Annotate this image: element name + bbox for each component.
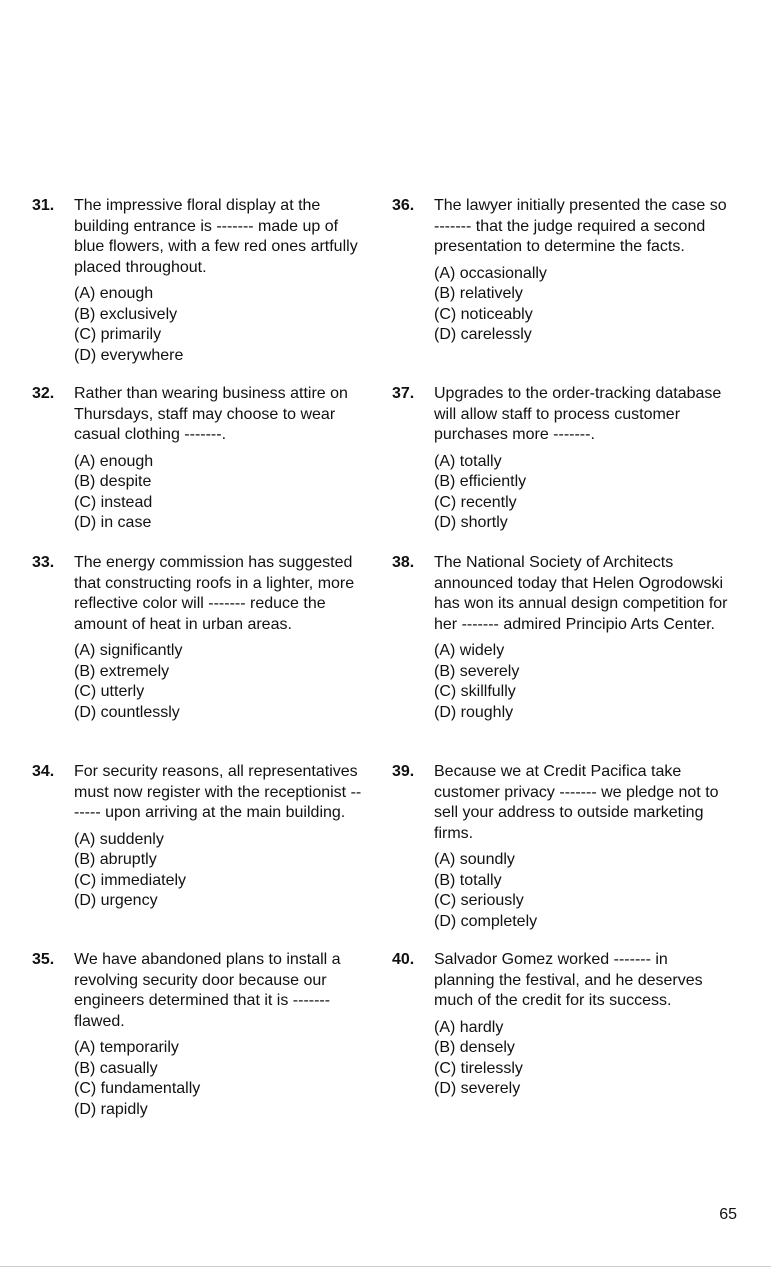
option-a: (A) totally (434, 452, 502, 470)
question-stem: Rather than wearing business attire on Thursdays, staff may choose to wear casual clothing -------. (74, 385, 348, 443)
option-d: (D) countlessly (74, 703, 180, 721)
answer-options (74, 830, 362, 912)
question-number: 34. (32, 763, 55, 780)
question-number: 40. (392, 951, 415, 968)
option-c: (C) primarily (74, 326, 162, 343)
question-body (74, 196, 362, 366)
page-number: 65 (719, 1206, 737, 1223)
bottom-divider (0, 1266, 771, 1267)
option-a: (A) hardly (434, 1018, 504, 1036)
question-39 (392, 762, 732, 932)
option-c: (C) instead (74, 493, 153, 511)
option-c: (C) utterly (74, 683, 145, 700)
option-a: (A) temporarily (74, 1039, 179, 1056)
option-c: (C) noticeably (434, 305, 533, 323)
question-number: 39. (392, 763, 415, 780)
option-d: (D) roughly (434, 703, 514, 721)
option-a: (A) soundly (434, 851, 515, 868)
option-b: (B) relatively (434, 285, 523, 302)
question-37 (392, 384, 732, 534)
question-body (74, 384, 362, 534)
option-d: (D) everywhere (74, 346, 184, 364)
option-c: (C) immediately (74, 871, 187, 889)
answer-options (434, 452, 732, 534)
question-stem: Salvador Gomez worked ------- in planning the festival, and he deserves much of the credit for its success. (434, 951, 703, 1009)
option-c: (C) recently (434, 493, 517, 511)
question-body (74, 950, 362, 1120)
option-b: (B) casually (74, 1059, 158, 1077)
option-b: (B) extremely (74, 662, 170, 680)
question-stem: The National Society of Architects announced today that Helen Ogrodowski has won its annual design competition for her ------- admired Principio Arts Center. (434, 554, 728, 633)
question-body (74, 762, 362, 912)
option-b: (B) efficiently (434, 473, 527, 490)
option-b: (B) abruptly (74, 851, 157, 868)
question-33 (32, 553, 362, 723)
question-number: 35. (32, 951, 55, 968)
option-b: (B) despite (74, 473, 152, 490)
answer-options (434, 641, 732, 723)
option-a: (A) widely (434, 642, 505, 659)
option-c: (C) skillfully (434, 683, 516, 700)
answer-options (74, 641, 362, 723)
question-stem: The lawyer initially presented the case so ------- that the judge required a second presentation to determine the facts. (434, 197, 727, 255)
question-body (74, 553, 362, 723)
answer-options (74, 1038, 362, 1120)
question-35 (32, 950, 362, 1120)
option-d: (D) urgency (74, 892, 158, 909)
option-d: (D) severely (434, 1080, 521, 1097)
question-number: 31. (32, 197, 55, 214)
question-number: 33. (32, 554, 55, 571)
question-body (434, 762, 732, 932)
option-b: (B) severely (434, 662, 520, 680)
answer-options (74, 284, 362, 366)
option-c: (C) seriously (434, 892, 524, 909)
question-body (434, 384, 732, 534)
answer-options (434, 264, 732, 346)
question-34 (32, 762, 362, 912)
question-36 (392, 196, 732, 346)
option-a: (A) suddenly (74, 830, 164, 848)
question-number: 36. (392, 197, 415, 214)
option-a: (A) significantly (74, 642, 183, 659)
question-38 (392, 553, 732, 723)
option-d: (D) shortly (434, 514, 508, 531)
option-a: (A) occasionally (434, 264, 547, 282)
answer-options (434, 1018, 732, 1100)
answer-options (434, 850, 732, 932)
question-stem: Upgrades to the order-tracking database will allow staff to process customer purchases more -------. (434, 385, 722, 443)
answer-options (74, 452, 362, 534)
question-body (434, 553, 732, 723)
question-stem: The impressive floral display at the building entrance is ------- made up of blue flowers, with a few red ones artfully placed throughout. (74, 197, 358, 276)
option-b: (B) totally (434, 871, 502, 889)
question-body (434, 196, 732, 346)
question-32 (32, 384, 362, 534)
option-a: (A) enough (74, 285, 154, 302)
question-number: 32. (32, 385, 55, 402)
question-number: 37. (392, 385, 415, 402)
question-body (434, 950, 732, 1100)
option-d: (D) carelessly (434, 326, 532, 343)
question-stem: For security reasons, all representatives must now register with the receptionist ------- upon arriving at the main building. (74, 763, 362, 821)
question-stem: Because we at Credit Pacifica take customer privacy ------- we pledge not to sell your address to outside marketing firms. (434, 763, 719, 842)
option-b: (B) densely (434, 1039, 515, 1056)
option-a: (A) enough (74, 452, 154, 470)
option-d: (D) rapidly (74, 1100, 148, 1118)
option-d: (D) in case (74, 514, 152, 531)
option-c: (C) tirelessly (434, 1059, 523, 1077)
question-stem: We have abandoned plans to install a revolving security door because our engineers determined that it is ------- flawed. (74, 951, 341, 1030)
option-b: (B) exclusively (74, 305, 178, 323)
question-number: 38. (392, 554, 415, 571)
question-stem: The energy commission has suggested that constructing roofs in a lighter, more reflective color will ------- reduce the amount of heat in urban areas. (74, 554, 355, 633)
question-40 (392, 950, 732, 1100)
option-d: (D) completely (434, 912, 538, 930)
option-c: (C) fundamentally (74, 1080, 201, 1097)
question-31 (32, 196, 362, 366)
